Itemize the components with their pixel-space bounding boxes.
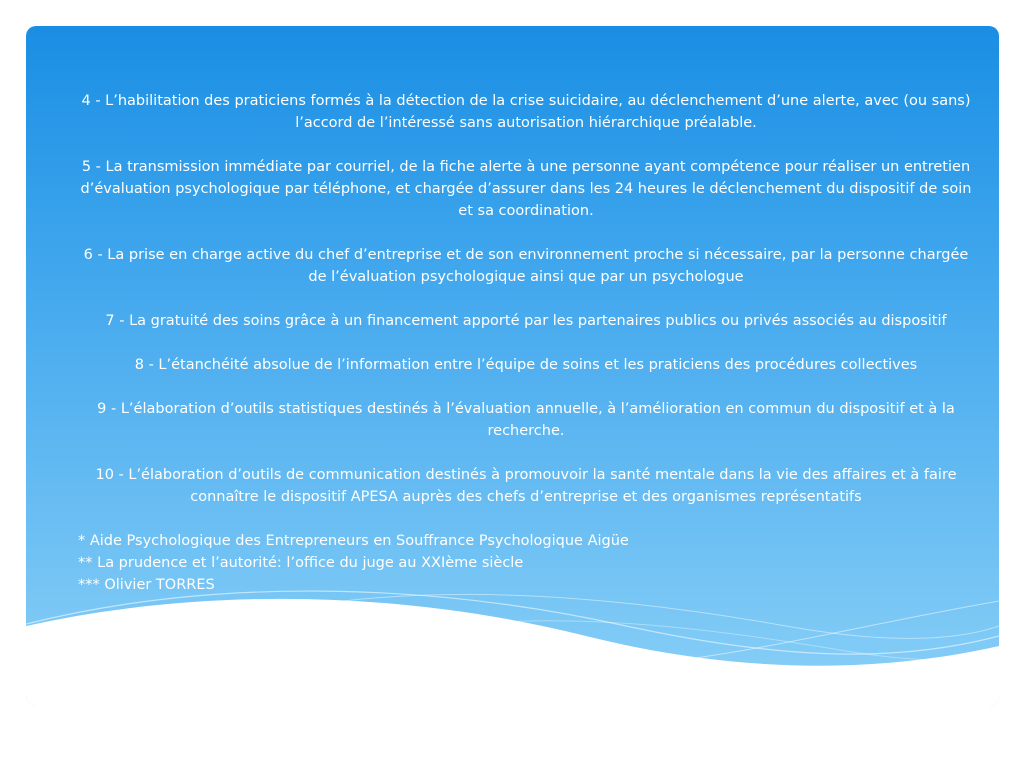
paragraph-10: 10 - L’élaboration d’outils de communication destinés à promouvoir la santé mentale dans la vie des affaires et à faire connaître le dispositif APESA auprès des chefs d’entreprise et des organismes représentatifs — [95, 467, 957, 505]
slide-text — [78, 90, 974, 596]
paragraph-6: 6 - La prise en charge active du chef d’entreprise et de son environnement proche si nécessaire, par la personne chargée de l’évaluation psychologique ainsi que par un psychologue — [83, 247, 969, 285]
paragraph-9: 9 - L’élaboration d’outils statistiques destinés à l’évaluation annuelle, à l’amélioration en commun du dispositif et à la recherche. — [97, 401, 955, 439]
footnote-2: ** La prudence et l’autorité: l’office du juge au XXIème siècle — [78, 555, 524, 571]
footnote-1: * Aide Psychologique des Entrepreneurs en Souffrance Psychologique Aigüe — [78, 533, 629, 549]
paragraph-8: 8 - L’étanchéité absolue de l’information entre l’équipe de soins et les praticiens des procédures collectives — [134, 357, 918, 373]
footnotes — [78, 530, 974, 596]
paragraph-5: 5 - La transmission immédiate par courriel, de la fiche alerte à une personne ayant compétence pour réaliser un entretien d’évaluation psychologique par téléphone, et chargée d’assurer dans les 24 heures le déclenchement du dispositif de soin et sa coordination. — [80, 159, 972, 219]
paragraph-4: 4 - L’habilitation des praticiens formés à la détection de la crise suicidaire, au déclenchement d’une alerte, avec (ou sans) l’accord de l’intéressé sans autorisation hiérarchique préalable. — [81, 93, 971, 131]
content-panel — [26, 26, 999, 706]
footnote-3: *** Olivier TORRES — [78, 577, 215, 593]
paragraph-7: 7 - La gratuité des soins grâce à un financement apporté par les partenaires publics ou privés associés au dispositif — [105, 313, 947, 329]
